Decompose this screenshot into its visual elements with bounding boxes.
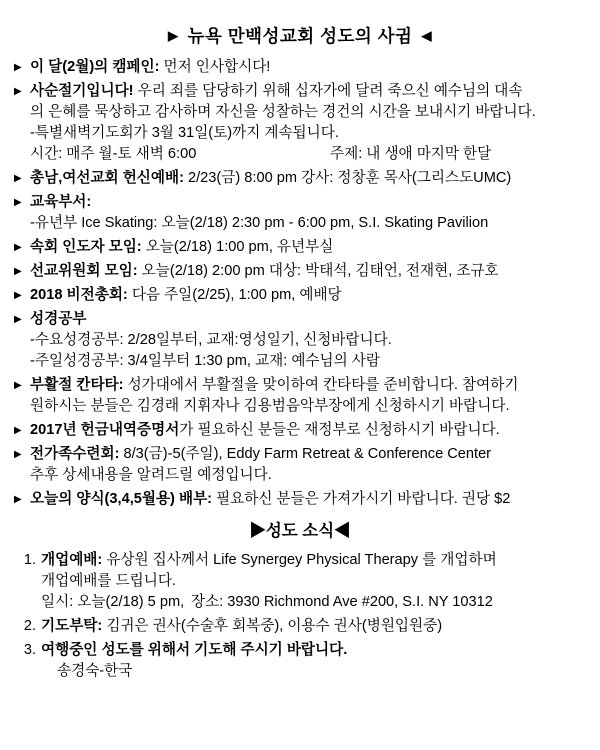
list-item-body	[30, 81, 586, 165]
bullet-icon: ▶	[14, 197, 22, 208]
list-item-split-line	[30, 144, 586, 165]
bullet-icon: ▶	[14, 314, 22, 325]
list-item-rest: 먼저 인사합시다!	[159, 59, 271, 75]
list-item-subline: -특별새벽기도회가 3월 31일(토)까지 계속됩니다.	[30, 125, 339, 141]
list-item-body	[30, 168, 586, 189]
list-item-rest: 가 필요하신 분들은 재정부로 신청하시기 바랍니다.	[179, 422, 500, 438]
news-item-bold: 여행중인 성도를 위해서 기도해 주시기 바랍니다.	[41, 641, 348, 658]
news-item	[14, 550, 586, 613]
list-item-bold: 2018 비전총회:	[30, 287, 128, 303]
list-item-bold: 총남,여선교회 헌신예배:	[30, 170, 184, 186]
list-item	[14, 420, 586, 441]
news-item-rest: 유상원 집사께서 Life Synergey Physical Therapy 를 개업하며	[102, 551, 497, 568]
list-item-body	[30, 489, 586, 510]
list-item	[14, 57, 586, 78]
bullet-icon: ▶	[14, 266, 22, 277]
list-item-body	[30, 261, 586, 282]
triangle-right-icon: ◀	[421, 28, 432, 43]
list-item-subline: 추후 상세내용을 알려드릴 예정입니다.	[30, 467, 272, 483]
news-item-subline: 송경숙-한국	[57, 662, 133, 679]
list-item-bold: 2017년 헌금내역증명서	[30, 422, 180, 438]
bullet-icon: ▶	[14, 425, 22, 436]
split-left: 시간: 매주 월-토 새벽 6:00	[30, 146, 197, 162]
news-item-bold: 개업예배:	[41, 551, 103, 568]
list-item-subline: -유년부 Ice Skating: 오늘(2/18) 2:30 pm - 6:00 pm, S.I. Skating Pavilion	[30, 215, 489, 231]
news-item-number: 1.	[23, 551, 36, 568]
list-item-body	[30, 309, 586, 372]
bullet-icon: ▶	[14, 173, 22, 184]
list-item-rest: 8/3(금)-5(주일), Eddy Farm Retreat & Conference Center	[119, 446, 492, 462]
news-item	[14, 616, 586, 637]
list-item-body	[30, 285, 586, 306]
list-item-bold: 선교위원회 모임:	[30, 263, 138, 279]
bullet-icon: ▶	[14, 380, 22, 391]
list-item-bold: 교육부서:	[30, 194, 92, 210]
split-left: 일시: 오늘(2/18) 5 pm,	[41, 593, 185, 610]
list-item-body	[30, 57, 586, 78]
list-item-body	[30, 192, 586, 234]
section-title-news-text: 성도 소식	[265, 522, 335, 540]
list-item	[14, 81, 586, 165]
list-item-subline: 원하시는 분들은 김경래 지휘자나 김용범음악부장에게 신청하시기 바랍니다.	[30, 398, 510, 414]
triangle-left-icon: ▶	[168, 28, 179, 43]
split-right: 주제: 내 생애 마지막 한달	[330, 146, 492, 162]
list-item	[14, 285, 586, 306]
list-item-bold: 이 달(2월)의 캠페인:	[30, 59, 160, 75]
bullet-icon: ▶	[14, 242, 22, 253]
news-item-rest: 김귀은 권사(수술후 회복중), 이용수 권사(병원입원중)	[102, 617, 443, 634]
news-item	[14, 640, 586, 682]
list-item	[14, 237, 586, 258]
list-item	[14, 489, 586, 510]
list-item	[14, 192, 586, 234]
list-item-rest: 다음 주일(2/25), 1:00 pm, 예배당	[127, 287, 342, 303]
list-item-subline: 의 은혜를 묵상하고 감사하며 자신을 성찰하는 경건의 시간을 보내시기 바랍니다.	[30, 104, 536, 120]
list-item-rest: 오늘(2/18) 1:00 pm, 유년부실	[141, 239, 334, 255]
news-item-bold: 기도부탁:	[41, 617, 103, 634]
split-right: 장소: 3930 Richmond Ave #200, S.I. NY 10312	[191, 593, 493, 610]
list-item-bold: 성경공부	[30, 311, 87, 327]
list-item	[14, 168, 586, 189]
bullet-icon: ▶	[14, 62, 22, 73]
section-title-news	[14, 522, 586, 542]
bullet-icon: ▶	[14, 86, 22, 97]
bullet-icon: ▶	[14, 494, 22, 505]
news-item-number: 2.	[23, 617, 36, 634]
list-item-body	[30, 444, 586, 486]
list-item-bold: 오늘의 양식(3,4,5월용) 배부:	[30, 491, 213, 507]
list-item-rest: 오늘(2/18) 2:00 pm 대상: 박태석, 김태언, 전재현, 조규호	[137, 263, 499, 279]
list-item-bold: 속회 인도자 모임:	[30, 239, 142, 255]
section-title-fellowship	[14, 26, 586, 47]
list-item-body	[30, 237, 586, 258]
news-item-number: 3.	[23, 641, 36, 658]
news-item-subline: 개업예배를 드립니다.	[41, 572, 176, 589]
triangle-left-icon: ▶	[249, 522, 266, 540]
list-item	[14, 309, 586, 372]
list-item-rest: 우리 죄를 담당하기 위해 십자가에 달려 죽으신 예수님의 대속	[133, 83, 523, 99]
news-item-body	[41, 640, 586, 682]
list-item-bold: 사순절기입니다!	[30, 83, 134, 99]
list-item-rest: 필요하신 분들은 가져가시기 바랍니다. 권당 $2	[212, 491, 511, 507]
list-item-subline: -수요성경공부: 2/28일부터, 교재:영성일기, 신청바랍니다.	[30, 332, 392, 348]
bullet-icon: ▶	[14, 290, 22, 301]
triangle-right-icon: ◀	[334, 522, 351, 540]
list-item-bold: 전가족수련회:	[30, 446, 120, 462]
list-item	[14, 261, 586, 282]
list-item-bold: 부활절 칸타타:	[30, 377, 124, 393]
list-item-body	[30, 375, 586, 417]
section-title-text: 뉴욕 만백성교회 성도의 사귐	[187, 26, 413, 46]
news-item-split-line	[41, 592, 586, 613]
news-item-body	[41, 616, 586, 637]
news-item-body	[41, 550, 586, 613]
list-item	[14, 375, 586, 417]
list-item-rest: 2/23(금) 8:00 pm 강사: 정창훈 목사(그리스도UMC)	[183, 170, 512, 186]
list-item-subline: -주일성경공부: 3/4일부터 1:30 pm, 교재: 예수님의 사람	[30, 353, 380, 369]
list-item	[14, 444, 586, 486]
list-item-rest: 성가대에서 부활절을 맞이하여 칸타타를 준비합니다. 참여하기	[123, 377, 519, 393]
list-item-body	[30, 420, 586, 441]
bullet-icon: ▶	[14, 449, 22, 460]
